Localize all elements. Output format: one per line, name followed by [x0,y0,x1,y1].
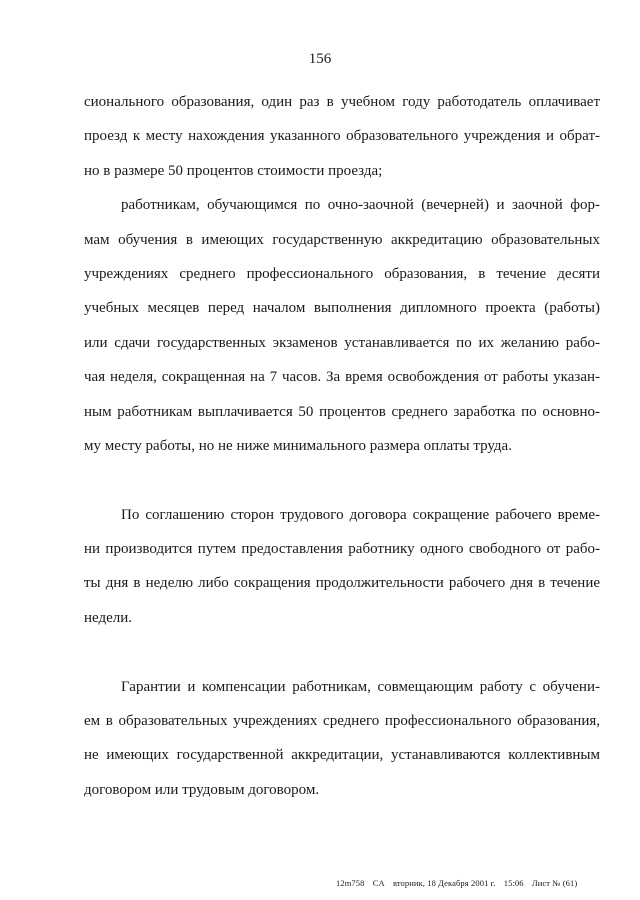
text-line: ным работникам выплачивается 50 процентов среднего заработка по основно- [84,403,600,420]
text-line: или сдачи государственных экзаменов устанавливается по их желанию рабо- [84,334,600,351]
paragraph-gap [84,635,600,669]
footer-doc-code: 12m758 [336,878,365,888]
text-line: сионального образования, один раз в учебном году работодатель оплачивает [84,94,600,110]
footer-author: CA [372,878,385,888]
text-line: ем в образовательных учреждениях среднего профессионального образования, [84,713,600,730]
paragraph [84,498,600,636]
text-line: проезд к месту нахождения указанного образовательного учреждения и обрат- [84,128,600,145]
text-line: Гарантии и компенсации работникам, совмещающим работу с обучени- [121,678,600,695]
footer-time: 15:06 [503,878,524,888]
text-line: работникам, обучающимся по очно-заочной (вечерней) и заочной фор- [121,197,600,214]
text-line: По соглашению сторон трудового договора сокращение рабочего време- [121,506,600,523]
paragraph [84,85,600,188]
text-line: но в размере 50 процентов стоимости проезда; [84,162,383,179]
text-line: учебных месяцев перед началом выполнения дипломного проекта (работы) [84,300,600,317]
text-line: не имеющих государственной аккредитации, устанавливаются коллективным [84,747,600,764]
text-line: недели. [84,609,133,626]
text-line: му месту работы, но не ниже минимального размера оплаты труда. [84,437,512,454]
text-line: ни производится путем предоставления работнику одного свободного от рабо- [84,541,600,558]
footer-date: вторник, 18 Декабря 2001 г. [392,878,496,888]
text-line: договором или трудовым договором. [84,781,320,798]
paragraph [84,670,600,808]
page-number: 156 [308,51,332,67]
text-line: учреждениях среднего профессионального образования, в течение десяти [84,265,600,282]
text-line: мам обучения в имеющих государственную аккредитацию образовательных [84,231,600,248]
paragraph [84,188,600,463]
document-body [84,85,600,807]
page-footer [336,878,583,888]
text-line: ты дня в неделю либо сокращения продолжительности рабочего дня в течение [84,575,600,592]
paragraph-gap [84,463,600,497]
footer-sheet: Лист № (61) [531,878,578,888]
text-line: чая неделя, сокращенная на 7 часов. За время освобождения от работы указан- [84,369,600,386]
